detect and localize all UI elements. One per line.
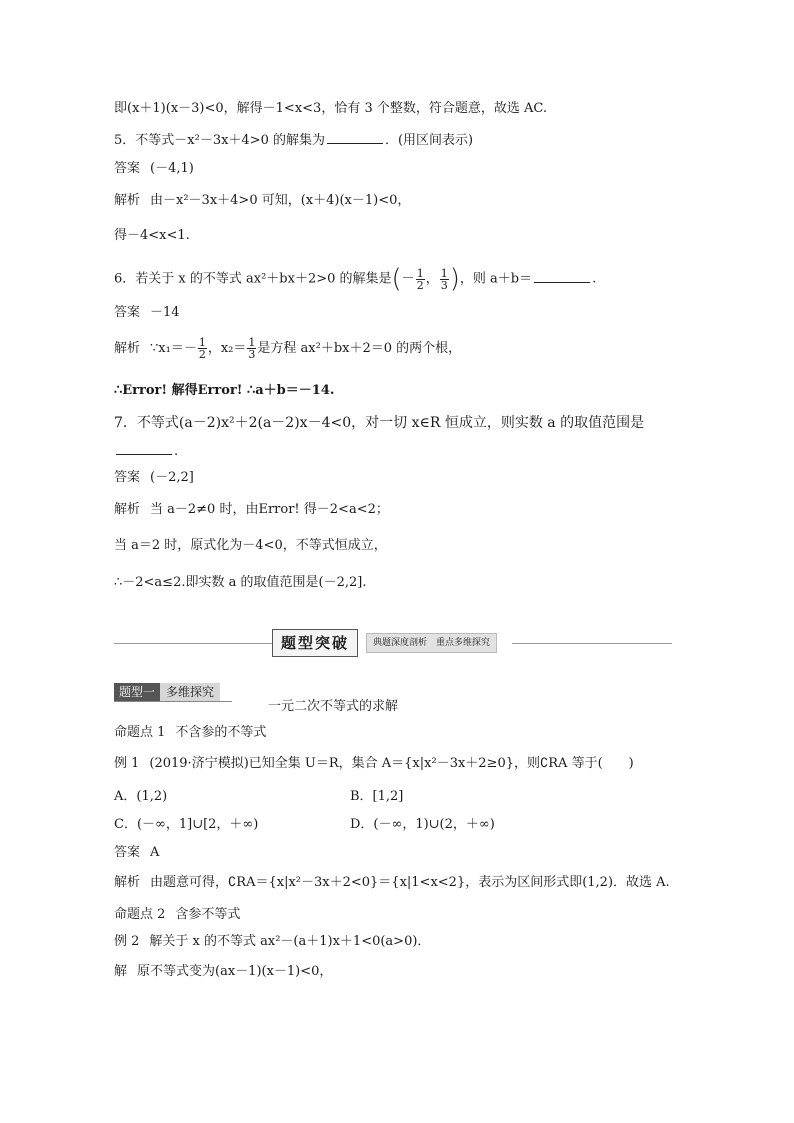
example-1-analysis bbox=[114, 873, 670, 893]
answer-label: 答案 bbox=[114, 845, 141, 860]
section-subtitle: 典题深度剖析 重点多维探究 bbox=[366, 633, 497, 653]
point-title: 不含参的不等式 bbox=[175, 725, 267, 740]
option-c[interactable]: C．(－∞，1]∪[2，＋∞) bbox=[114, 817, 259, 832]
question-5-text: 5．不等式－x²－3x＋4>0 的解集为 bbox=[114, 133, 325, 148]
answer-blank bbox=[116, 442, 172, 455]
question-7-text: 7．不等式(a－2)x²＋2(a－2)x－4<0，对一切 x∈R 恒成立，则实数 a 的取值范围是 bbox=[114, 415, 645, 431]
fraction: $\frac{1}{2}$ bbox=[416, 266, 424, 292]
question-7-analysis bbox=[114, 500, 389, 520]
analysis-label: 解析 bbox=[114, 193, 141, 208]
question-7-analysis-2: 当 a＝2 时，原式化为－4<0，不等式恒成立， bbox=[114, 538, 387, 553]
option-d[interactable]: D．(－∞，1)∪(2，＋∞) bbox=[350, 817, 495, 832]
question-6-analysis: 解析 ∵x₁＝－ $\frac{1}{2}$ ，x₂＝ $\frac{1}{3}$ 是方程 ax²＋bx＋2＝0 的两个根， bbox=[114, 336, 462, 361]
question-5: 5．不等式－x²－3x＋4>0 的解集为 ．(用区间表示) bbox=[114, 133, 474, 148]
analysis-label: 解析 bbox=[114, 502, 141, 517]
answer-label: 答案 bbox=[114, 161, 141, 176]
point-label: 命题点 2 bbox=[114, 907, 166, 922]
section-banner bbox=[272, 629, 512, 657]
question-6-answer bbox=[114, 303, 180, 323]
section-divider-left bbox=[114, 643, 272, 644]
question-7-answer bbox=[114, 468, 194, 488]
analysis-text: 由－x²－3x＋4>0 可知，(x＋4)(x－1)<0， bbox=[150, 193, 411, 208]
question-6: 6．若关于 x 的不等式 ax²＋bx＋2>0 的解集是(－ $\frac{1}{2}$ ， $\frac{1}{3}$ )，则 a＋b＝ . bbox=[114, 264, 597, 294]
question-5-answer bbox=[114, 159, 194, 179]
example-label: 例 2 bbox=[114, 934, 140, 949]
answer-value: －14 bbox=[150, 305, 180, 320]
example-1 bbox=[114, 754, 634, 774]
type-tag-underline bbox=[114, 701, 232, 702]
question-6-conclusion: ∴Error! 解得Error! ∴a＋b＝－14. bbox=[114, 383, 335, 398]
proposition-point-1 bbox=[114, 723, 266, 743]
question-7 bbox=[114, 413, 644, 433]
answer-blank bbox=[534, 270, 590, 283]
answer-value: (－4,1) bbox=[150, 161, 194, 176]
section-title: 题型突破 bbox=[272, 629, 358, 657]
answer-blank bbox=[327, 131, 383, 144]
type-tag-label: 题型一 bbox=[114, 683, 160, 701]
fraction: $\frac{1}{3}$ bbox=[248, 336, 256, 361]
question-5-conclusion: 得－4<x<1. bbox=[114, 228, 190, 243]
example-1-answer bbox=[114, 843, 159, 863]
analysis-text: 由题意可得，∁RA＝{x|x²－3x＋2<0}＝{x|1<x<2}，表示为区间形式即(1,2)．故选 A. bbox=[150, 875, 670, 890]
answer-value: (－2,2] bbox=[150, 470, 194, 485]
analysis-text: 当 a－2≠0 时，由Error! 得－2<a<2； bbox=[150, 502, 389, 517]
example-label: 例 1 bbox=[114, 756, 140, 771]
solution-text: 原不等式变为(ax－1)(x－1)<0， bbox=[137, 964, 333, 979]
answer-value: A bbox=[150, 845, 160, 860]
question-6-text: 6．若关于 x 的不等式 ax²＋bx＋2>0 的解集是 bbox=[114, 271, 392, 287]
example-2 bbox=[114, 932, 430, 952]
option-b[interactable]: B．[1,2] bbox=[350, 789, 404, 804]
point-title: 含参不等式 bbox=[175, 907, 241, 922]
example-text: 解关于 x 的不等式 ax²－(a＋1)x＋1<0(a>0)． bbox=[149, 934, 431, 949]
question-7-conclusion: ∴－2<a≤2.即实数 a 的取值范围是(－2,2]. bbox=[114, 575, 367, 590]
type-tag-label-2: 多维探究 bbox=[160, 683, 220, 701]
proposition-point-2 bbox=[114, 905, 240, 925]
answer-label: 答案 bbox=[114, 470, 141, 485]
type-tag bbox=[114, 683, 220, 701]
fraction: $\frac{1}{2}$ bbox=[198, 336, 206, 361]
analysis-label: 解析 bbox=[114, 875, 141, 890]
option-a[interactable]: A．(1,2) bbox=[114, 789, 168, 804]
fraction: $\frac{1}{3}$ bbox=[440, 266, 448, 292]
answer-label: 答案 bbox=[114, 305, 141, 320]
paragraph-conclusion-prev: 即(x＋1)(x－3)<0，解得－1<x<3，恰有 3 个整数，符合题意，故选 AC. bbox=[114, 101, 547, 116]
type-title: 一元二次不等式的求解 bbox=[268, 699, 399, 714]
section-divider-right bbox=[512, 643, 672, 644]
analysis-label: 解析 bbox=[114, 341, 141, 356]
question-5-analysis bbox=[114, 191, 410, 211]
solution-label: 解 bbox=[114, 964, 128, 979]
example-2-solution bbox=[114, 962, 332, 982]
question-7-blank-line: . bbox=[114, 442, 178, 462]
point-label: 命题点 1 bbox=[114, 725, 166, 740]
example-text: (2019·济宁模拟)已知全集 U＝R，集合 A＝{x|x²－3x＋2≥0}，则∁RA 等于( ) bbox=[149, 756, 634, 771]
